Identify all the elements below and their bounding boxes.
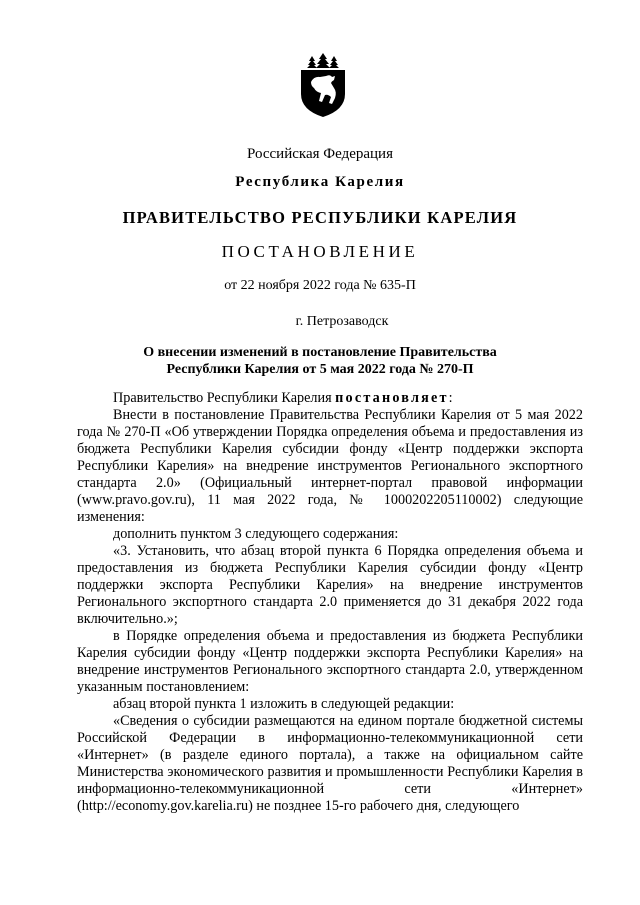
body-paragraph: Внести в постановление Правительства Республики Карелия от 5 мая 2022 года № 270-П «Об утверждении Порядка определения объема и предоставления из бюджета Республики Карелия субсидии фонду «Центр поддержки экспорта Республики Карелия» на внедрение инструментов Регионального экспортного стандарта 2.0» (Официальный интернет-портал правовой информации (www.pravo.gov.ru), 11 мая 2022 года, № 1000202205110002) следующие изменения:: [77, 407, 583, 525]
body-paragraph: «Сведения о субсидии размещаются на едином портале бюджетной системы Российской Федерации в информационно-телекоммуникационной сети «Интернет» (в разделе единого портала), а также на официальном сайте Министерства экономического развития и промышленности Республики Карелия в информационно-телекоммуникационной сети «Интернет» (http://economy.gov.karelia.ru) не позднее 15-го рабочего дня, следующего: [77, 713, 583, 814]
resolves-keyword: постановляет: [335, 390, 449, 406]
issue-city: г. Петрозаводск: [295, 314, 389, 329]
government-heading: ПРАВИТЕЛЬСТВО РЕСПУБЛИКИ КАРЕЛИЯ: [122, 208, 518, 227]
body-paragraph: абзац второй пункта 1 изложить в следующей редакции:: [113, 696, 455, 712]
decree-date-number: от 22 ноября 2022 года № 635-П: [224, 278, 416, 293]
republic-heading: Республика Карелия: [235, 174, 405, 190]
decree-title-line-1: О внесении изменений в постановление Правительства: [143, 345, 497, 360]
preamble-suffix: :: [448, 390, 453, 406]
karelia-coat-of-arms-icon: [298, 52, 348, 118]
body-paragraph-preamble: [77, 390, 583, 407]
body-paragraph: в Порядке определения объема и предоставления из бюджета Республики Карелия субсидии фонду «Центр поддержки экспорта Республики Карелия» на внедрение инструментов Регионального экспортного стандарта 2.0, утвержденном указанным постановлением:: [77, 628, 583, 695]
document-type-heading: ПОСТАНОВЛЕНИЕ: [221, 242, 419, 261]
preamble-prefix: Правительство Республики Карелия: [113, 390, 336, 406]
decree-body: [77, 390, 583, 815]
body-paragraph: «3. Установить, что абзац второй пункта 6 Порядка определения объема и предоставления из бюджета Республики Карелия субсидии фонду «Центр поддержки экспорта Республики Карелия» на внедрение инструментов Регионального экспортного стандарта 2.0 применяется до 31 декабря 2022 года включительно.»;: [77, 543, 583, 627]
federation-heading: Российская Федерация: [247, 146, 393, 162]
decree-title: [0, 344, 640, 378]
decree-title-line-2: Республики Карелия от 5 мая 2022 года № 270-П: [166, 362, 474, 377]
body-paragraph: дополнить пунктом 3 следующего содержания:: [113, 526, 399, 542]
